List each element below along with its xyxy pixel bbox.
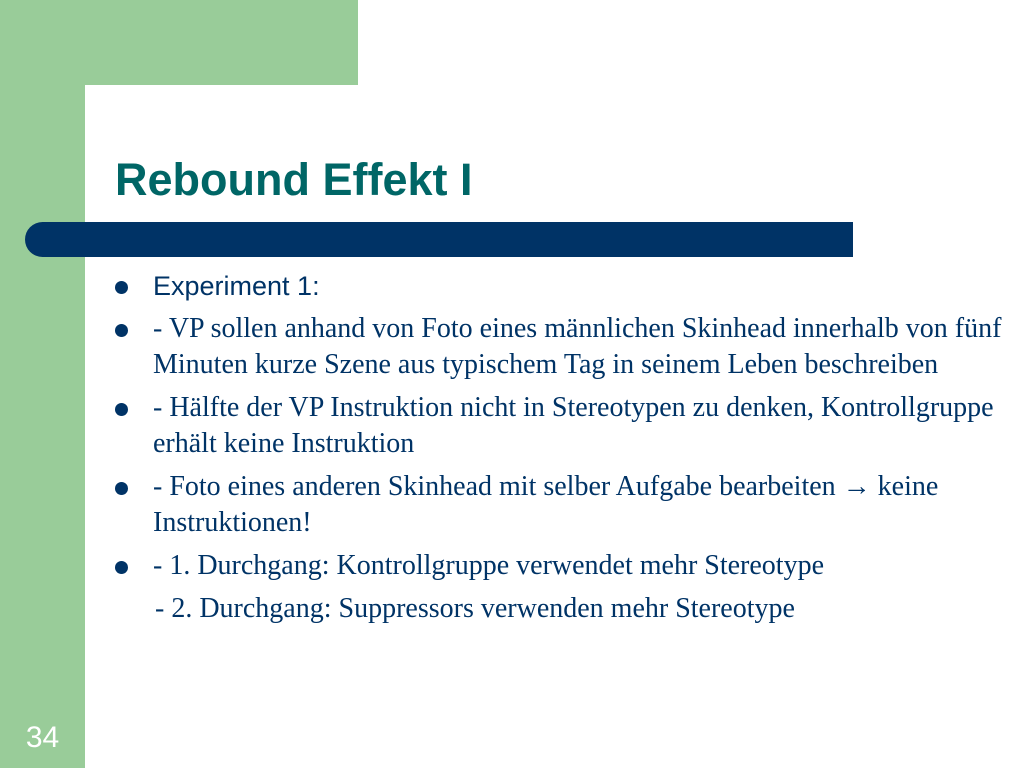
bullet-dot-icon [115, 324, 128, 337]
slide-title: Rebound Effekt I [115, 154, 473, 205]
bullet-text: - Hälfte der VP Instruktion nicht in Stereotypen zu denken, Kontrollgruppe erhält keine Instruktion [153, 392, 994, 459]
bullet-dot-icon [115, 482, 128, 495]
bullet-list [112, 268, 1002, 634]
bullet-item [112, 311, 1002, 383]
bullet-item [112, 548, 1002, 584]
slide-number: 34 [25, 721, 60, 754]
left-decorative-band [0, 0, 85, 768]
title-underline-bar [25, 222, 853, 257]
bullet-text: - Foto eines anderen Skinhead mit selber Aufgabe bearbeiten → keine Instruktionen! [153, 471, 939, 538]
bullet-text: - VP sollen anhand von Foto eines männlichen Skinhead innerhalb von fünf Minuten kurze Szene aus typischem Tag in seinem Leben beschreiben [153, 313, 1002, 380]
bullet-text: - 1. Durchgang: Kontrollgruppe verwendet mehr Stereotype [153, 550, 825, 581]
bullet-item [112, 469, 1002, 541]
bullet-item [112, 390, 1002, 462]
bullet-dot-icon [115, 281, 128, 294]
content-corner [85, 85, 145, 145]
bullet-text: Experiment 1: [153, 271, 320, 301]
bullet-dot-icon [115, 561, 128, 574]
bullet-dot-icon [115, 403, 128, 416]
top-decorative-band [0, 0, 358, 85]
bullet-item [112, 268, 1002, 304]
continuation-line [112, 591, 1002, 627]
continuation-text: - 2. Durchgang: Suppressors verwenden mehr Stereotype [155, 593, 795, 624]
